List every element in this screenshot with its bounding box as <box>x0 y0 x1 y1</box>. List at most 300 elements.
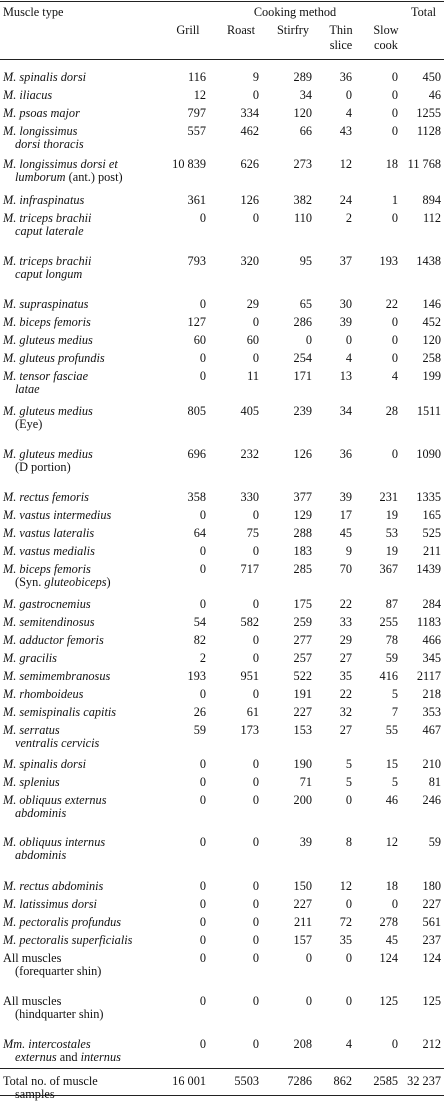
value-thin-slice: 2 <box>345 211 352 225</box>
value-roast: 0 <box>252 633 259 647</box>
muscle-name-italic: M. vastus intermedius <box>3 508 112 522</box>
value-stirfry: 273 <box>293 157 312 171</box>
value-grill: 0 <box>199 775 206 789</box>
value-total: 1183 <box>416 615 441 629</box>
value-slow-cook: 193 <box>379 254 398 268</box>
value-stirfry: 208 <box>293 1037 312 1051</box>
muscle-name-italic: M. spinalis dorsi <box>3 70 87 84</box>
value-total: 1511 <box>416 404 441 418</box>
muscle-name <box>3 491 203 504</box>
value-thin-slice: 34 <box>339 404 352 418</box>
value-thin-slice: 0 <box>345 88 352 102</box>
muscle-name2b-italic: internus <box>80 1050 121 1064</box>
muscle-name2-text: (Syn. <box>15 575 45 589</box>
value-grill: 54 <box>193 615 206 629</box>
value-grill: 0 <box>199 508 206 522</box>
value-total: 237 <box>422 933 441 947</box>
value-stirfry: 0 <box>305 994 312 1008</box>
value-roast: 75 <box>246 526 259 540</box>
value-slow-cook: 0 <box>391 211 398 225</box>
value-roast: 9 <box>252 70 259 84</box>
value-stirfry: 0 <box>305 951 312 965</box>
muscle-name <box>3 898 203 911</box>
muscle-name2-italic: abdominis <box>15 806 67 820</box>
value-grill: 127 <box>187 315 206 329</box>
value-slow-cook: 2585 <box>373 1074 398 1088</box>
value-slow-cook: 59 <box>385 651 398 665</box>
muscle-name <box>3 995 203 1021</box>
value-grill: 696 <box>187 447 206 461</box>
value-stirfry: 71 <box>299 775 312 789</box>
muscle-name-italic: M. adductor femoris <box>3 633 104 647</box>
muscle-name2-italic: latae <box>15 382 40 396</box>
value-slow-cook: 0 <box>391 315 398 329</box>
value-thin-slice: 0 <box>345 333 352 347</box>
value-roast: 0 <box>252 687 259 701</box>
value-slow-cook: 0 <box>391 88 398 102</box>
value-total: 353 <box>422 705 441 719</box>
value-grill: 0 <box>199 933 206 947</box>
value-roast: 232 <box>240 447 259 461</box>
muscle-name2-italic: lumborum <box>15 170 66 184</box>
value-stirfry: 66 <box>299 124 312 138</box>
value-slow-cook: 19 <box>385 544 398 558</box>
value-total: 212 <box>422 1037 441 1051</box>
value-thin-slice: 43 <box>339 124 352 138</box>
value-slow-cook: 367 <box>379 562 398 576</box>
value-roast: 0 <box>252 835 259 849</box>
muscle-name <box>3 776 203 789</box>
value-thin-slice: 70 <box>339 562 352 576</box>
value-thin-slice: 72 <box>339 915 352 929</box>
value-slow-cook: 0 <box>391 897 398 911</box>
muscle-name-italic: M. splenius <box>3 775 60 789</box>
value-grill: 82 <box>193 633 206 647</box>
muscle-name <box>3 634 203 647</box>
muscle-name-line2 <box>3 171 203 184</box>
value-slow-cook: 18 <box>385 879 398 893</box>
header-muscle-type: Muscle type <box>3 5 64 19</box>
muscle-name <box>3 952 203 978</box>
muscle-name-text: All muscles <box>3 994 62 1008</box>
muscle-name <box>3 545 203 558</box>
value-slow-cook: 0 <box>391 70 398 84</box>
muscle-name <box>3 352 203 365</box>
muscle-name-line2 <box>3 225 203 238</box>
value-stirfry: 120 <box>293 106 312 120</box>
value-grill: 0 <box>199 915 206 929</box>
value-stirfry: 257 <box>293 651 312 665</box>
muscle-name-italic: M. latissimus dorsi <box>3 897 97 911</box>
value-grill: 2 <box>199 651 206 665</box>
value-grill: 0 <box>199 369 206 383</box>
value-roast: 462 <box>240 124 259 138</box>
muscle-name <box>3 1038 203 1064</box>
value-stirfry: 126 <box>293 447 312 461</box>
muscle-name <box>3 563 203 589</box>
value-total: 227 <box>422 897 441 911</box>
muscle-name-line2 <box>3 737 203 750</box>
muscle-name-italic: M. spinalis dorsi <box>3 757 87 771</box>
value-total: 125 <box>422 994 441 1008</box>
value-thin-slice: 39 <box>339 315 352 329</box>
value-roast: 0 <box>252 775 259 789</box>
value-thin-slice: 5 <box>345 775 352 789</box>
muscle-name-line2 <box>3 268 203 281</box>
value-total: 81 <box>428 775 441 789</box>
value-slow-cook: 0 <box>391 106 398 120</box>
muscle-name <box>3 71 203 84</box>
value-thin-slice: 35 <box>339 669 352 683</box>
value-roast: 0 <box>252 211 259 225</box>
muscle-name <box>3 509 203 522</box>
muscle-name-italic: M. biceps femoris <box>3 562 91 576</box>
value-roast: 0 <box>252 651 259 665</box>
muscle-name-text: All muscles <box>3 951 62 965</box>
value-grill: 16 001 <box>172 1074 206 1088</box>
muscle-name2b-text: ) <box>106 575 111 589</box>
muscle-name-italic: M. gluteus medius <box>3 404 93 418</box>
value-roast: 61 <box>246 705 259 719</box>
value-slow-cook: 53 <box>385 526 398 540</box>
value-slow-cook: 5 <box>391 775 398 789</box>
value-slow-cook: 124 <box>379 951 398 965</box>
value-stirfry: 171 <box>293 369 312 383</box>
value-grill: 0 <box>199 879 206 893</box>
muscle-name-italic: M. semispinalis capitis <box>3 705 117 719</box>
value-total: 211 <box>423 544 441 558</box>
muscle-name <box>3 255 203 281</box>
value-thin-slice: 8 <box>345 835 352 849</box>
value-total: 1090 <box>416 447 441 461</box>
muscle-name-italic: M. obliquus internus <box>3 835 106 849</box>
value-grill: 0 <box>199 297 206 311</box>
value-grill: 0 <box>199 793 206 807</box>
value-grill: 797 <box>187 106 206 120</box>
value-slow-cook: 255 <box>379 615 398 629</box>
muscle-name2-text: (Eye) <box>15 417 43 431</box>
muscle-name-text: Total no. of muscle <box>3 1074 98 1088</box>
value-thin-slice: 39 <box>339 490 352 504</box>
value-total: 450 <box>422 70 441 84</box>
muscle-name-italic: M. gluteus medius <box>3 447 93 461</box>
value-grill: 0 <box>199 351 206 365</box>
muscle-name <box>3 316 203 329</box>
muscle-name-italic: M. serratus <box>3 723 60 737</box>
value-grill: 793 <box>187 254 206 268</box>
muscle-name2-text: (forequarter shin) <box>15 964 102 978</box>
value-grill: 0 <box>199 597 206 611</box>
muscle-name <box>3 652 203 665</box>
value-total: 894 <box>422 193 441 207</box>
value-stirfry: 286 <box>293 315 312 329</box>
value-thin-slice: 36 <box>339 447 352 461</box>
muscle-name <box>3 706 203 719</box>
value-total: 1128 <box>416 124 441 138</box>
header-rule <box>0 59 444 60</box>
value-thin-slice: 4 <box>345 106 352 120</box>
value-slow-cook: 0 <box>391 351 398 365</box>
value-grill: 0 <box>199 897 206 911</box>
muscle-name <box>3 880 203 893</box>
value-stirfry: 522 <box>293 669 312 683</box>
value-total: 165 <box>422 508 441 522</box>
value-total: 525 <box>422 526 441 540</box>
muscle-name-line2 <box>3 1008 203 1021</box>
value-grill: 0 <box>199 835 206 849</box>
muscle-name-italic: M. tensor fasciae <box>3 369 89 383</box>
value-total: 146 <box>422 297 441 311</box>
value-roast: 0 <box>252 793 259 807</box>
value-roast: 0 <box>252 508 259 522</box>
value-thin-slice: 35 <box>339 933 352 947</box>
value-total: 1335 <box>416 490 441 504</box>
value-roast: 5503 <box>234 1074 259 1088</box>
muscle-name <box>3 370 203 396</box>
muscle-name2-text: samples <box>15 1087 55 1101</box>
value-grill: 0 <box>199 757 206 771</box>
header-stirfry: Stirfry <box>276 23 310 37</box>
value-slow-cook: 125 <box>379 994 398 1008</box>
muscle-name-italic: M. triceps brachii <box>3 211 92 225</box>
muscle-name-italic: M. rectus abdominis <box>3 879 104 893</box>
value-roast: 334 <box>240 106 259 120</box>
muscle-name-italic: M. gracilis <box>3 651 57 665</box>
value-thin-slice: 4 <box>345 351 352 365</box>
muscle-name-line2 <box>3 461 203 474</box>
muscle-name-line2 <box>3 576 203 589</box>
muscle-name-line2 <box>3 1051 203 1064</box>
value-slow-cook: 4 <box>391 369 398 383</box>
value-slow-cook: 22 <box>385 297 398 311</box>
value-roast: 320 <box>240 254 259 268</box>
muscle-name-line2 <box>3 1088 203 1101</box>
value-slow-cook: 55 <box>385 723 398 737</box>
value-thin-slice: 36 <box>339 70 352 84</box>
value-stirfry: 227 <box>293 897 312 911</box>
muscle-name <box>3 836 203 862</box>
value-total: 46 <box>428 88 441 102</box>
value-stirfry: 277 <box>293 633 312 647</box>
value-stirfry: 211 <box>294 915 312 929</box>
value-roast: 626 <box>240 157 259 171</box>
header-roast: Roast <box>226 23 255 37</box>
muscle-name <box>3 527 203 540</box>
value-roast: 60 <box>246 333 259 347</box>
value-roast: 0 <box>252 951 259 965</box>
value-stirfry: 288 <box>293 526 312 540</box>
value-slow-cook: 87 <box>385 597 398 611</box>
muscle-name <box>3 334 203 347</box>
value-grill: 26 <box>193 705 206 719</box>
header-slow: Slow <box>373 23 399 37</box>
value-roast: 29 <box>246 297 259 311</box>
muscle-name-italic: M. rectus femoris <box>3 490 89 504</box>
value-slow-cook: 45 <box>385 933 398 947</box>
value-total: 1438 <box>416 254 441 268</box>
value-slow-cook: 0 <box>391 333 398 347</box>
muscle-name-italic: M. vastus medialis <box>3 544 95 558</box>
muscle-name <box>3 794 203 820</box>
value-thin-slice: 27 <box>339 723 352 737</box>
value-stirfry: 34 <box>299 88 312 102</box>
value-total: 2117 <box>416 669 441 683</box>
muscle-name2-text: and <box>56 1050 81 1064</box>
value-total: 180 <box>422 879 441 893</box>
value-total: 210 <box>422 757 441 771</box>
muscle-name-italic: M. obliquus externus <box>3 793 107 807</box>
muscle-name <box>3 212 203 238</box>
muscle-name2-italic: caput longum <box>15 267 83 281</box>
value-slow-cook: 28 <box>385 404 398 418</box>
muscle-name2-italic: caput laterale <box>15 224 84 238</box>
value-slow-cook: 416 <box>379 669 398 683</box>
value-thin-slice: 32 <box>339 705 352 719</box>
muscle-name-italic: M. gluteus profundis <box>3 351 105 365</box>
value-thin-slice: 0 <box>345 897 352 911</box>
value-slow-cook: 278 <box>379 915 398 929</box>
header-grill: Grill <box>176 23 200 37</box>
value-roast: 0 <box>252 544 259 558</box>
value-grill: 0 <box>199 544 206 558</box>
value-grill: 0 <box>199 951 206 965</box>
header-cook: cook <box>374 38 398 52</box>
muscle-name-line2 <box>3 849 203 862</box>
value-thin-slice: 27 <box>339 651 352 665</box>
value-stirfry: 95 <box>299 254 312 268</box>
header-slice: slice <box>329 38 353 52</box>
muscle-name-line2 <box>3 807 203 820</box>
muscle-name-italic: M. infraspinatus <box>3 193 85 207</box>
muscle-name <box>3 89 203 102</box>
value-thin-slice: 13 <box>339 369 352 383</box>
value-stirfry: 200 <box>293 793 312 807</box>
value-grill: 361 <box>187 193 206 207</box>
value-stirfry: 129 <box>293 508 312 522</box>
value-roast: 0 <box>252 757 259 771</box>
value-thin-slice: 0 <box>345 793 352 807</box>
muscle-name <box>3 688 203 701</box>
value-thin-slice: 22 <box>339 687 352 701</box>
value-slow-cook: 5 <box>391 687 398 701</box>
value-total: 112 <box>423 211 441 225</box>
value-slow-cook: 78 <box>385 633 398 647</box>
value-thin-slice: 29 <box>339 633 352 647</box>
value-roast: 0 <box>252 597 259 611</box>
muscle-name-italic: M. biceps femoris <box>3 315 91 329</box>
value-grill: 0 <box>199 687 206 701</box>
muscle-name2-text: (hindquarter shin) <box>15 1007 104 1021</box>
value-slow-cook: 12 <box>385 835 398 849</box>
value-grill: 10 839 <box>172 157 206 171</box>
value-roast: 0 <box>252 897 259 911</box>
value-total: 59 <box>428 835 441 849</box>
value-stirfry: 239 <box>293 404 312 418</box>
value-total: 466 <box>422 633 441 647</box>
value-slow-cook: 0 <box>391 124 398 138</box>
muscle-name2b-italic: gluteobiceps <box>44 575 107 589</box>
muscle-name-italic: Mm. intercostales <box>3 1037 91 1051</box>
muscle-name <box>3 616 203 629</box>
value-roast: 0 <box>252 933 259 947</box>
muscle-name2-italic: dorsi thoracis <box>15 137 84 151</box>
value-grill: 557 <box>187 124 206 138</box>
value-total: 246 <box>422 793 441 807</box>
value-thin-slice: 0 <box>345 951 352 965</box>
muscle-name <box>3 670 203 683</box>
value-stirfry: 175 <box>293 597 312 611</box>
muscle-name <box>3 598 203 611</box>
muscle-name-italic: M. semitendinosus <box>3 615 95 629</box>
value-total: 218 <box>422 687 441 701</box>
value-stirfry: 191 <box>293 687 312 701</box>
value-total: 345 <box>422 651 441 665</box>
value-stirfry: 150 <box>293 879 312 893</box>
value-stirfry: 227 <box>293 705 312 719</box>
value-roast: 405 <box>240 404 259 418</box>
muscle-name <box>3 107 203 120</box>
value-thin-slice: 9 <box>345 544 352 558</box>
value-total: 32 237 <box>407 1074 441 1088</box>
value-total: 124 <box>422 951 441 965</box>
muscle-name2-italic: abdominis <box>15 848 67 862</box>
muscle-name <box>3 934 203 947</box>
value-stirfry: 377 <box>293 490 312 504</box>
value-roast: 0 <box>252 315 259 329</box>
value-slow-cook: 231 <box>379 490 398 504</box>
muscle-name <box>3 724 203 750</box>
value-slow-cook: 0 <box>391 1037 398 1051</box>
muscle-name <box>3 405 203 431</box>
value-roast: 0 <box>252 994 259 1008</box>
top-rule <box>0 1 444 2</box>
value-total: 258 <box>422 351 441 365</box>
value-grill: 805 <box>187 404 206 418</box>
value-stirfry: 183 <box>293 544 312 558</box>
value-thin-slice: 4 <box>345 1037 352 1051</box>
header-thin: Thin <box>329 23 353 37</box>
value-slow-cook: 7 <box>391 705 398 719</box>
value-grill: 64 <box>193 526 206 540</box>
value-thin-slice: 12 <box>339 879 352 893</box>
muscle-name-italic: M. longissimus dorsi et <box>3 157 118 171</box>
value-thin-slice: 30 <box>339 297 352 311</box>
muscle-name <box>3 298 203 311</box>
value-roast: 330 <box>240 490 259 504</box>
muscle-name-line2 <box>3 965 203 978</box>
value-thin-slice: 5 <box>345 757 352 771</box>
total-rule <box>0 1068 444 1069</box>
value-thin-slice: 45 <box>339 526 352 540</box>
value-roast: 173 <box>240 723 259 737</box>
muscle-name-line2 <box>3 383 203 396</box>
value-total: 452 <box>422 315 441 329</box>
value-thin-slice: 12 <box>339 157 352 171</box>
muscle-name-italic: M. pectoralis profundus <box>3 915 122 929</box>
value-stirfry: 289 <box>293 70 312 84</box>
muscle-name-italic: M. gluteus medius <box>3 333 93 347</box>
value-total: 1439 <box>416 562 441 576</box>
muscle-name2-text: (D portion) <box>15 460 71 474</box>
value-total: 284 <box>422 597 441 611</box>
value-grill: 0 <box>199 211 206 225</box>
value-stirfry: 285 <box>293 562 312 576</box>
value-grill: 116 <box>188 70 206 84</box>
muscle-name-line2 <box>3 418 203 431</box>
value-total: 1255 <box>416 106 441 120</box>
value-roast: 11 <box>247 369 259 383</box>
muscle-name-italic: M. pectoralis superficialis <box>3 933 133 947</box>
